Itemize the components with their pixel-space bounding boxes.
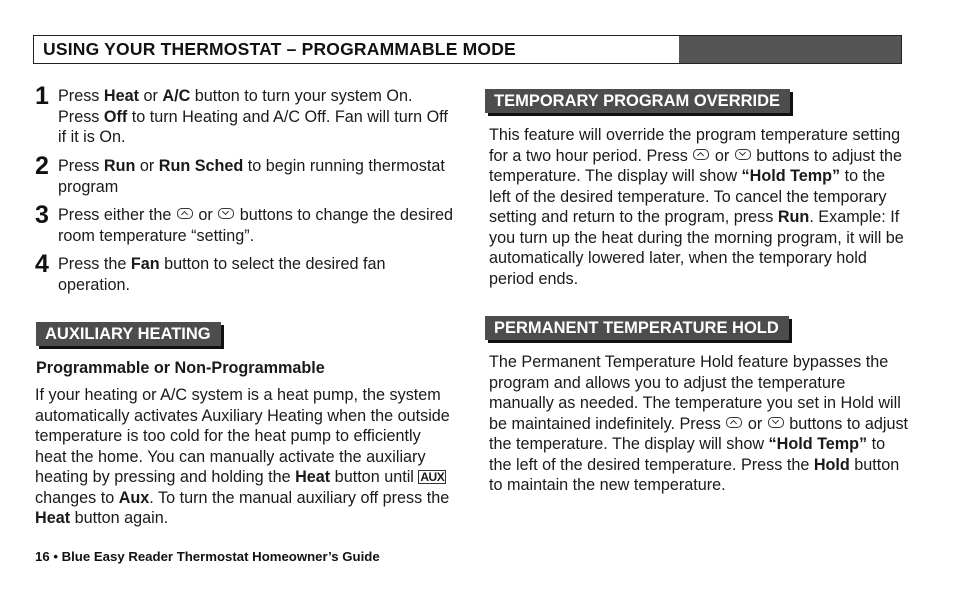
step-text: to begin running thermostat program [58,157,445,196]
auxiliary-subheading: Programmable or Non-Programmable [36,359,325,377]
paragraph-text: If your heating or A/C system is a heat pump, the system automatically activates Auxiliary Heating when the outside temperature is too cold for the heat pump to efficiently heat the home. You can manually activate the auxiliary heating by pressing and holding the [35,386,450,486]
step-number: 4 [35,250,49,278]
step-bold: Run [103,157,136,175]
paragraph-text: This feature will override the program temperature setting for a two hour period. Press [489,126,901,165]
paragraph-text: changes to [35,488,119,507]
step-text: Press the [58,255,131,273]
down-arrow-button-icon [218,208,234,219]
paragraph-bold: Heat [295,468,331,486]
step-4 [35,250,455,295]
step-text: or [135,157,159,175]
permanent-hold-paragraph [489,352,909,496]
step-text: or [193,206,218,224]
step-text: button to select the desired fan operation. [58,255,386,294]
step-text: button to turn your system On. Press [58,87,413,126]
paragraph-text: button again. [70,509,169,527]
paragraph-bold: “Hold Temp” [741,167,841,185]
page-header [33,35,902,64]
paragraph-text: . To turn the manual auxiliary off press the [149,488,450,507]
paragraph-text: or [710,146,734,165]
paragraph-bold: Heat [35,509,71,527]
paragraph-text: button until [330,468,419,486]
up-arrow-button-icon [726,417,742,428]
step-1 [35,82,455,148]
auxiliary-paragraph [35,385,455,529]
paragraph-text: or [743,414,767,433]
step-bold: Fan [130,255,160,273]
paragraph-bold: “Hold Temp” [768,435,868,453]
paragraph-text: to the left of the desired temperature. Press the [489,435,886,474]
permanent-hold-heading: PERMANENT TEMPERATURE HOLD [485,316,789,340]
step-3 [35,201,455,246]
header-bar [679,36,901,63]
up-arrow-button-icon [693,149,709,160]
step-text: or [138,87,163,105]
up-arrow-button-icon [177,208,193,219]
step-number: 2 [35,152,49,180]
aux-indicator-icon: AUX [420,470,445,484]
paragraph-text: buttons to adjust the temperature. The display will show [489,414,909,453]
temporary-override-heading: TEMPORARY PROGRAM OVERRIDE [485,89,790,113]
page-footer: 16 • Blue Easy Reader Thermostat Homeowner’s Guide [35,549,380,564]
step-text: Press [58,157,104,175]
paragraph-text: . Example: If you turn up the heat during the morning program, it will be automatically lowered later, when the temporary hold period ends. [489,208,904,288]
step-bold: Heat [103,87,139,105]
step-text: buttons to change the desired room temperature “setting”. [58,206,454,245]
paragraph-text: to the left of the desired temperature. To cancel the temporary setting and return to the program, press [489,167,887,226]
step-text: to turn Heating and A/C Off. Fan will turn Off if it is On. [58,107,448,146]
step-number: 1 [35,82,49,110]
paragraph-bold: Aux [118,488,150,507]
step-text: Press [58,87,104,105]
step-bold: Run Sched [158,157,244,175]
step-bold: Off [103,107,128,126]
step-bold: A/C [162,87,191,105]
paragraph-text: button to maintain the new temperature. [489,455,900,494]
paragraph-bold: Hold [813,455,850,474]
paragraph-text: The Permanent Temperature Hold feature bypasses the program and allows you to adjust the temperature manually as needed. The temperature you set in Hold will be maintained indefinitely. Press [489,353,901,433]
down-arrow-button-icon [768,417,784,428]
auxiliary-heading: AUXILIARY HEATING [36,322,221,346]
page-title: USING YOUR THERMOSTAT – PROGRAMMABLE MODE [43,39,516,59]
paragraph-bold: Run [777,208,810,226]
paragraph-text: buttons to adjust the temperature. The display will show [489,146,903,185]
step-number: 3 [35,201,49,229]
step-2 [35,152,455,197]
down-arrow-button-icon [735,149,751,160]
temporary-override-paragraph [489,125,909,289]
step-text: Press either the [58,206,176,224]
